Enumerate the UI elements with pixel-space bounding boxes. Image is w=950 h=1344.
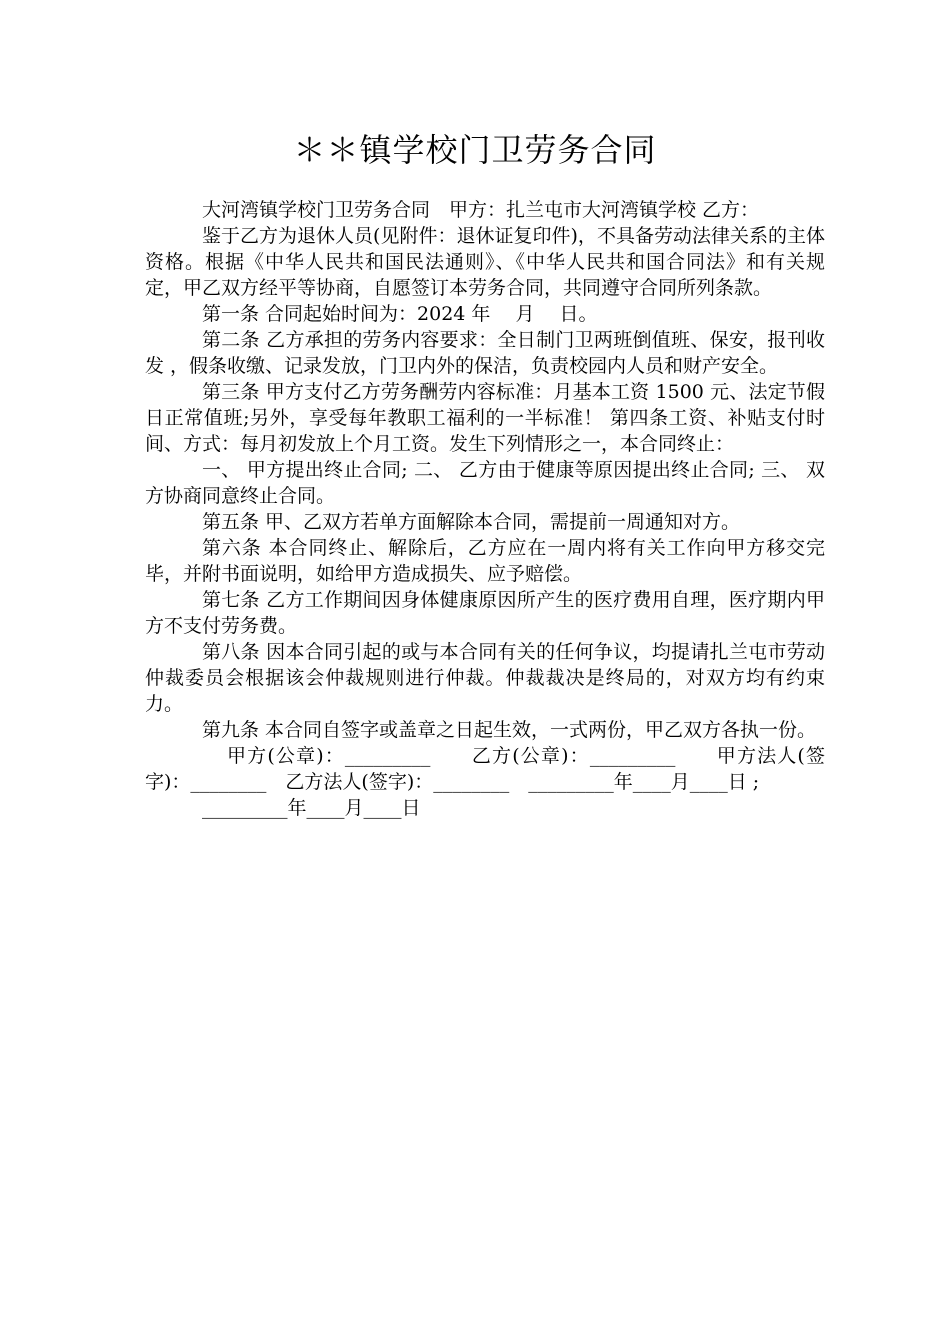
article-1: 第一条 合同起始时间为：2024 年 月 日。 bbox=[202, 303, 598, 325]
document-title: ＊＊镇学校门卫劳务合同 bbox=[293, 131, 657, 169]
article-9: 第九条 本合同自签字或盖章之日起生效，一式两份，甲乙双方各执一份。 bbox=[202, 719, 817, 741]
article-5: 第五条 甲、乙双方若单方面解除本合同，需提前一周通知对方。 bbox=[202, 511, 741, 533]
preamble-paragraph: 鉴于乙方为退休人员(见附件：退休证复印件)，不具备劳动法律关系的主体资格。根据《中华人民共和国民法通则》、《中华人民共和国合同法》和有关规定，甲乙双方经平等协商，自愿签订本劳务合同，共同遵守合同所列条款。 bbox=[145, 225, 825, 299]
article-2: 第二条 乙方承担的劳务内容要求：全日制门卫两班倒值班、保安，报刊收发 ，假条收缴、记录发放，门卫内外的保洁，负责校园内人员和财产安全。 bbox=[145, 329, 825, 377]
intro-paragraph: 大河湾镇学校门卫劳务合同 甲方：扎兰屯市大河湾镇学校 乙方： bbox=[202, 199, 760, 221]
signature-block: 甲方(公章)：_________ 乙方(公章)：_________ 甲方法人(签字)：________ 乙方法人(签字)：________ _________年____月____日 ; bbox=[145, 745, 825, 793]
document-body bbox=[145, 197, 825, 821]
article-3-4: 第三条 甲方支付乙方劳务酬劳内容标准：月基本工资 1500 元、法定节假日正常值班;另外，享受每年教职工福利的一半标准！ 第四条工资、补贴支付时间、方式：每月初发放上个月工资。发生下列情形之一，本合同终止： bbox=[145, 381, 825, 455]
article-7: 第七条 乙方工作期间因身体健康原因所产生的医疗费用自理，医疗期内甲方不支付劳务费。 bbox=[145, 589, 825, 637]
termination-conditions: 一、 甲方提出终止合同; 二、 乙方由于健康等原因提出终止合同; 三、 双方协商同意终止合同。 bbox=[145, 459, 825, 507]
article-8: 第八条 因本合同引起的或与本合同有关的任何争议，均提请扎兰屯市劳动仲裁委员会根据该会仲裁规则进行仲裁。仲裁裁决是终局的，对双方均有约束力。 bbox=[145, 641, 825, 715]
article-6: 第六条 本合同终止、解除后，乙方应在一周内将有关工作向甲方移交完毕，并附书面说明，如给甲方造成损失、应予赔偿。 bbox=[145, 537, 825, 585]
date-line: _________年____月____日 bbox=[202, 797, 421, 819]
